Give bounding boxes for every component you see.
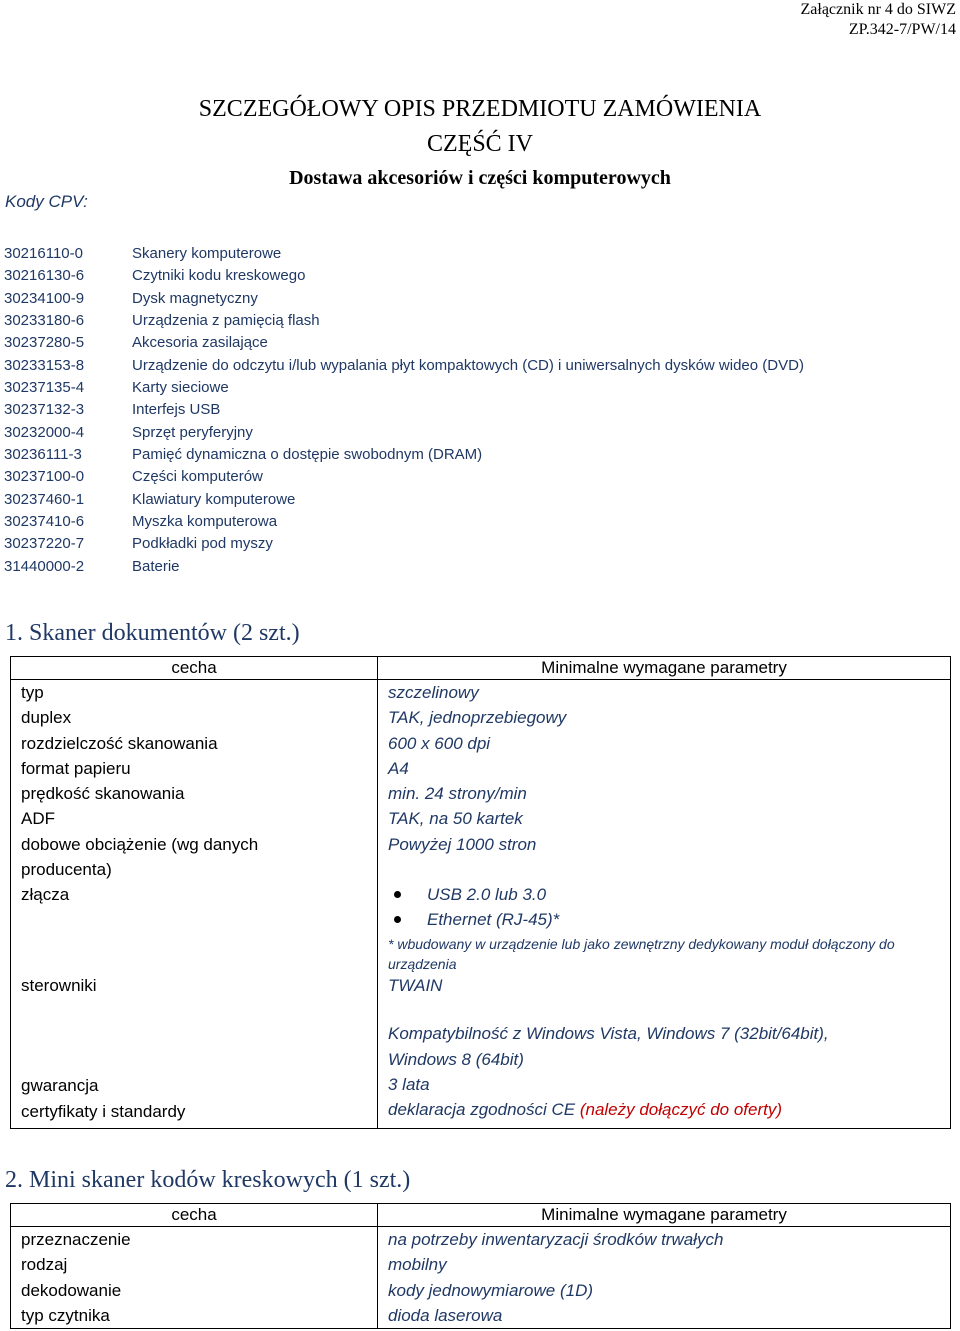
cpv-code: 30216110-0 xyxy=(4,245,83,262)
feature-typ: typ xyxy=(21,683,44,702)
cpv-desc: Podkładki pod myszy xyxy=(132,535,273,553)
cpv-item xyxy=(4,466,804,488)
cpv-desc: Części komputerów xyxy=(132,468,263,486)
cpv-code: 30232000-4 xyxy=(4,423,85,441)
attachment-line-2: ZP.342-7/PW/14 xyxy=(848,21,956,38)
value-adf: TAK, na 50 kartek xyxy=(388,809,523,829)
value-typ: szczelinowy xyxy=(388,683,479,702)
port-item xyxy=(388,907,940,932)
cpv-item xyxy=(4,288,804,310)
col-header-params: Minimalne wymagane parametry xyxy=(378,1204,951,1227)
cpv-desc: Czytniki kodu kreskowego xyxy=(132,267,306,285)
document-part: CZĘŚĆ IV xyxy=(426,131,533,157)
cpv-code: 30237135-4 xyxy=(4,378,85,396)
section-2-heading: 2. Mini skaner kodów kreskowych (1 szt.) xyxy=(5,1167,411,1193)
feature-duplex: duplex xyxy=(21,708,72,728)
value-port-note: * wbudowany w urządzenie lub jako zewnętrzny dedykowany moduł dołączony do urządzenia xyxy=(388,936,895,973)
col-header-params: Minimalne wymagane parametry xyxy=(378,657,951,680)
cpv-desc: Pamięć dynamiczna o dostępie swobodnym (DRAM) xyxy=(132,445,483,463)
cpv-desc: Dysk magnetyczny xyxy=(132,289,258,307)
cpv-desc: Akcesoria zasilające xyxy=(132,334,268,352)
feature-paper: format papieru xyxy=(21,758,131,778)
value-resolution: 600 x 600 dpi xyxy=(388,733,491,753)
value-reader-type: dioda laserowa xyxy=(388,1305,503,1325)
cpv-desc: Klawiatury komputerowe xyxy=(132,490,296,508)
cpv-code: 30237132-3 xyxy=(4,401,85,419)
cpv-item xyxy=(4,377,804,399)
feature-adf: ADF xyxy=(21,809,55,829)
feature-warranty: gwarancja xyxy=(21,1076,99,1096)
cpv-list xyxy=(4,243,804,578)
scanner-spec-table xyxy=(10,656,951,1129)
cpv-item xyxy=(4,332,804,354)
document-title: SZCZEGÓŁOWY OPIS PRZEDMIOTU ZAMÓWIENIA xyxy=(198,96,762,122)
cpv-desc: Sprzęt peryferyjny xyxy=(132,423,253,441)
feature-purpose: przeznaczenie xyxy=(21,1230,131,1249)
value-port-usb: USB 2.0 lub 3.0 xyxy=(427,884,547,904)
cpv-item xyxy=(4,422,804,444)
port-item xyxy=(388,882,940,907)
cpv-item xyxy=(4,265,804,287)
cpv-code: 31440000-2 xyxy=(4,557,85,575)
cpv-code: 30234100-9 xyxy=(4,289,85,307)
cpv-code: 30233153-8 xyxy=(4,356,85,374)
cpv-desc: Interfejs USB xyxy=(132,401,221,419)
value-kind: mobilny xyxy=(388,1255,447,1275)
feature-kind: rodzaj xyxy=(21,1255,68,1275)
cpv-code: 30236111-3 xyxy=(4,445,82,463)
value-certs-text: deklaracja zgodności CE xyxy=(388,1100,580,1120)
value-port-ethernet: Ethernet (RJ-45)* xyxy=(427,909,560,929)
cpv-item xyxy=(4,399,804,421)
value-warranty: 3 lata xyxy=(388,1074,430,1094)
bullet-icon xyxy=(394,916,401,923)
cpv-item xyxy=(4,310,804,332)
feature-speed: prędkość skanowania xyxy=(21,784,185,804)
value-duplex: TAK, jednoprzebiegowy xyxy=(388,708,567,728)
value-certs-note: (należy dołączyć do oferty) xyxy=(579,1100,783,1120)
col-header-feature: cecha xyxy=(11,1204,378,1227)
attachment-line-1: Załącznik nr 4 do SIWZ xyxy=(800,1,956,18)
cpv-item xyxy=(4,444,804,466)
value-paper: A4 xyxy=(388,758,409,778)
value-compat-2: Windows 8 (64bit) xyxy=(388,1049,524,1069)
cpv-item xyxy=(4,355,804,377)
cpv-item xyxy=(4,556,804,578)
cpv-code: 30237460-1 xyxy=(4,490,85,508)
feature-certs: certyfikaty i standardy xyxy=(21,1101,186,1121)
feature-cell xyxy=(11,1227,378,1329)
feature-duty: dobowe obciążenie (wg danych xyxy=(21,834,259,854)
barcode-spec-table xyxy=(10,1203,951,1329)
cpv-item xyxy=(4,533,804,555)
bullet-icon xyxy=(394,891,401,898)
feature-reader-type: typ czytnika xyxy=(21,1305,110,1325)
cpv-code: 30233180-6 xyxy=(4,311,85,329)
value-spacer xyxy=(388,857,940,882)
cpv-desc: Myszka komputerowa xyxy=(132,512,278,530)
section-1-heading: 1. Skaner dokumentów (2 szt.) xyxy=(5,620,300,646)
feature-resolution: rozdzielczość skanowania xyxy=(21,733,218,753)
feature-drivers: sterowniki xyxy=(21,976,97,996)
value-compat-1: Kompatybilność z Windows Vista, Windows 7 (32bit/64bit), xyxy=(388,1024,829,1044)
cpv-item xyxy=(4,243,804,265)
feature-ports: złącza xyxy=(21,885,70,905)
cpv-code: 30237220-7 xyxy=(4,535,85,553)
attachment-reference xyxy=(801,0,957,40)
cpv-desc: Karty sieciowe xyxy=(132,378,229,396)
cpv-desc: Baterie xyxy=(132,557,180,575)
feature-cell xyxy=(11,680,378,1129)
values-cell xyxy=(378,680,951,1129)
cpv-desc: Urządzenie do odczytu i/lub wypalania płyt kompaktowych (CD) i uniwersalnych dysków wideo (DVD) xyxy=(132,356,804,374)
feature-duty-cont: producenta) xyxy=(21,860,112,880)
document-subtitle: Dostawa akcesoriów i części komputerowych xyxy=(289,167,671,189)
cpv-code: 30237100-0 xyxy=(4,468,85,486)
cpv-desc: Skanery komputerowe xyxy=(132,245,282,262)
feature-decoding: dekodowanie xyxy=(21,1280,122,1300)
value-certs xyxy=(388,1097,940,1126)
cpv-item xyxy=(4,511,804,533)
cpv-code: 30237280-5 xyxy=(4,334,85,352)
values-cell xyxy=(378,1227,951,1329)
value-purpose: na potrzeby inwentaryzacji środków trwałych xyxy=(388,1230,724,1249)
cpv-code: 30216130-6 xyxy=(4,267,85,285)
cpv-item xyxy=(4,489,804,511)
value-drivers: TWAIN xyxy=(388,976,443,996)
col-header-feature: cecha xyxy=(11,657,378,680)
cpv-code: 30237410-6 xyxy=(4,512,85,530)
cpv-label: Kody CPV: xyxy=(5,192,88,211)
value-duty: Powyżej 1000 stron xyxy=(388,834,537,854)
value-decoding: kody jednowymiarowe (1D) xyxy=(388,1280,594,1300)
value-speed: min. 24 strony/min xyxy=(388,784,527,804)
cpv-desc: Urządzenia z pamięcią flash xyxy=(132,311,320,329)
